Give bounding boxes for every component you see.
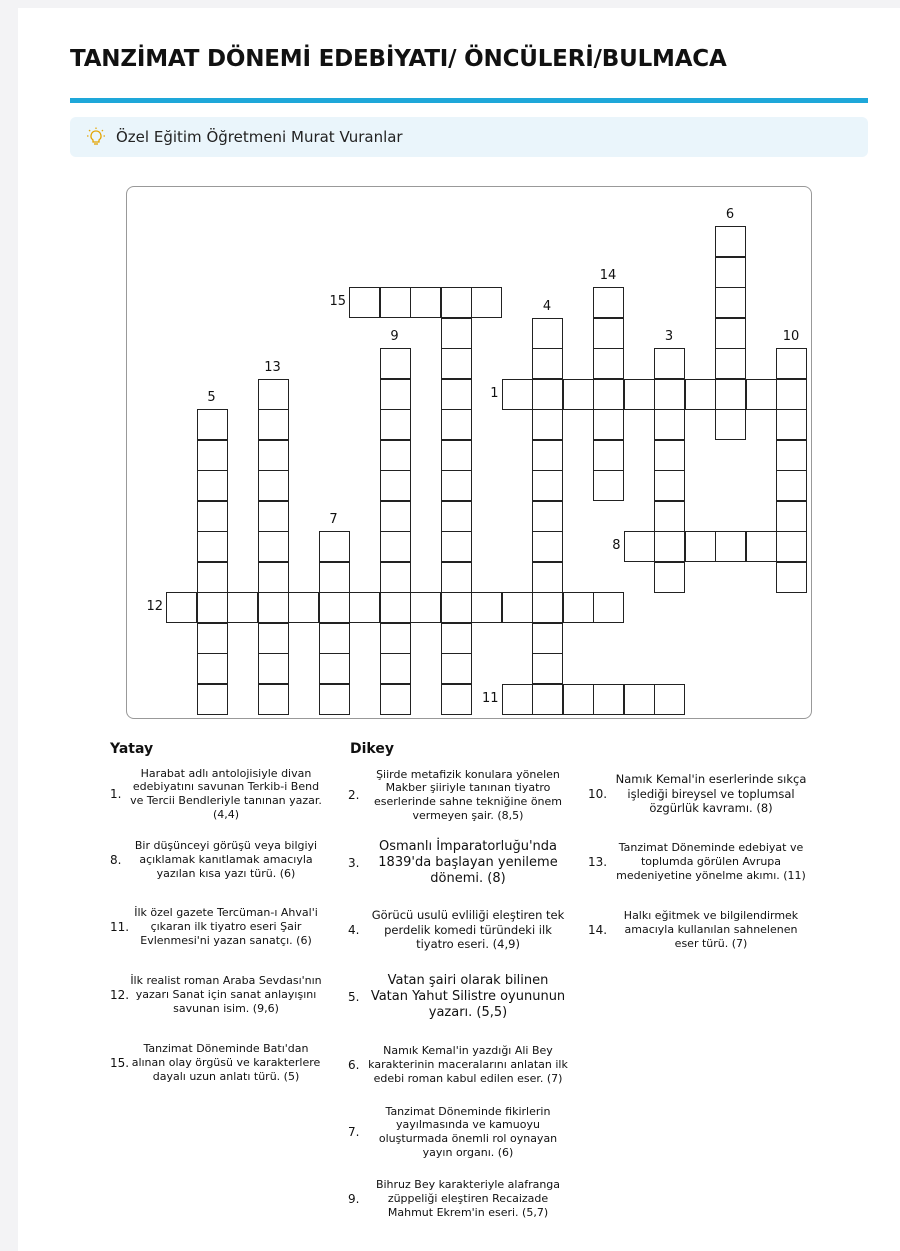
- grid-cell[interactable]: [532, 653, 563, 684]
- clue-down-7: [348, 1100, 568, 1164]
- clue-text: Tanzimat Döneminde Batı'dan alınan olay örgüsü ve karakterlere dayalı uzun anlatı türü. (5): [131, 1042, 321, 1083]
- grid-cell[interactable]: [502, 592, 533, 623]
- grid-cell[interactable]: [654, 684, 685, 715]
- clue-text: İlk özel gazete Tercüman-ı Ahval'i çıkaran ilk tiyatro eseri Şair Evlenmesi'ni yazan sanatçı. (6): [134, 906, 318, 947]
- grid-cell[interactable]: [349, 287, 380, 318]
- clue-number-label: 9: [390, 329, 399, 344]
- grid-cell[interactable]: [258, 592, 289, 623]
- grid-cell[interactable]: [715, 348, 746, 379]
- clue-number-label: 12: [146, 599, 163, 614]
- grid-cell[interactable]: [410, 287, 441, 318]
- grid-cell[interactable]: [441, 653, 472, 684]
- grid-cell[interactable]: [593, 379, 624, 410]
- grid-cell[interactable]: [715, 226, 746, 257]
- clue-text: İlk realist roman Araba Sevdası'nın yazarı Sanat için sanat anlayışını savunan isim. (9,6): [130, 974, 322, 1015]
- clue-number-label: 14: [599, 268, 617, 283]
- grid-cell[interactable]: [532, 318, 563, 349]
- grid-cell[interactable]: [258, 653, 289, 684]
- clue-number: 7.: [348, 1125, 360, 1139]
- grid-cell[interactable]: [776, 501, 807, 532]
- clue-number: 15.: [110, 1056, 130, 1070]
- grid-cell[interactable]: [166, 592, 197, 623]
- crossword-grid: [126, 186, 812, 719]
- clue-number-label: 11: [481, 690, 499, 706]
- clue-number: 12.: [110, 988, 130, 1002]
- clue-number: 1.: [110, 787, 122, 801]
- grid-cell[interactable]: [197, 440, 228, 471]
- clue-down-14: [588, 902, 810, 958]
- grid-cell[interactable]: [624, 531, 655, 562]
- grid-cell[interactable]: [715, 318, 746, 349]
- grid-cell[interactable]: [593, 470, 624, 501]
- clue-number-label: 1: [490, 385, 499, 401]
- grid-cell[interactable]: [441, 623, 472, 654]
- grid-cell[interactable]: [502, 379, 533, 410]
- grid-cell[interactable]: [258, 440, 289, 471]
- grid-cell[interactable]: [654, 562, 685, 593]
- grid-cell[interactable]: [532, 562, 563, 593]
- page-title: TANZİMAT DÖNEMİ EDEBİYATI/ ÖNCÜLERİ/BULMACA: [70, 46, 727, 72]
- clue-number-label: 10: [782, 329, 800, 344]
- clue-down-6: [348, 1034, 568, 1096]
- clue-across-12: [110, 964, 322, 1026]
- grid-cell[interactable]: [319, 653, 350, 684]
- grid-cell[interactable]: [624, 379, 655, 410]
- grid-cell[interactable]: [532, 440, 563, 471]
- grid-cell[interactable]: [532, 379, 563, 410]
- grid-cell[interactable]: [654, 501, 685, 532]
- grid-cell[interactable]: [227, 592, 258, 623]
- grid-cell[interactable]: [258, 501, 289, 532]
- clue-text: Vatan şairi olarak bilinen Vatan Yahut Silistre oyununun yazarı. (5,5): [370, 972, 566, 1021]
- grid-cell[interactable]: [441, 592, 472, 623]
- clue-text: Osmanlı İmparatorluğu'nda 1839'da başlayan yenileme dönemi. (8): [378, 838, 558, 887]
- grid-cell[interactable]: [532, 531, 563, 562]
- grid-cell[interactable]: [776, 409, 807, 440]
- clue-text: Tanzimat Döneminde fikirlerin yayılmasında ve kamuoyu oluşturmada önemli rol oynayan yayın organı. (6): [378, 1104, 558, 1159]
- grid-cell[interactable]: [319, 592, 350, 623]
- grid-cell[interactable]: [258, 379, 289, 410]
- grid-cell[interactable]: [715, 409, 746, 440]
- clue-text: Bir düşünceyi görüşü veya bilgiyi açıklamak kanıtlamak amacıyla yazılan kısa yazı türü. (6): [134, 839, 318, 880]
- clue-number: 8.: [110, 853, 122, 867]
- clue-text: Halkı eğitmek ve bilgilendirmek amacıyla kullanılan sahnelenen eser türü. (7): [623, 909, 799, 950]
- grid-cell[interactable]: [685, 531, 716, 562]
- grid-cell[interactable]: [197, 501, 228, 532]
- grid-cell[interactable]: [258, 562, 289, 593]
- grid-cell[interactable]: [380, 501, 411, 532]
- grid-cell[interactable]: [319, 684, 350, 715]
- teacher-name: Özel Eğitim Öğretmeni Murat Vuranlar: [116, 128, 403, 146]
- grid-cell[interactable]: [258, 623, 289, 654]
- grid-cell[interactable]: [471, 287, 502, 318]
- clue-number: 9.: [348, 1192, 360, 1206]
- grid-cell[interactable]: [532, 501, 563, 532]
- clue-down-3: [348, 832, 568, 894]
- grid-cell[interactable]: [746, 531, 777, 562]
- grid-cell[interactable]: [532, 623, 563, 654]
- grid-cell[interactable]: [258, 684, 289, 715]
- clue-text: Görücü usulü evliliği eleştiren tek perdelik komedi türündeki ilk tiyatro eseri. (4,9): [371, 908, 565, 952]
- grid-cell[interactable]: [288, 592, 319, 623]
- grid-cell[interactable]: [532, 592, 563, 623]
- grid-cell[interactable]: [197, 470, 228, 501]
- clue-number-label: 15: [329, 294, 346, 309]
- grid-cell[interactable]: [380, 684, 411, 715]
- grid-cell[interactable]: [776, 531, 807, 562]
- grid-cell[interactable]: [654, 470, 685, 501]
- grid-cell[interactable]: [593, 684, 624, 715]
- clue-down-10: [588, 768, 810, 820]
- clue-text: Bihruz Bey karakteriyle alafranga züppeliği eleştiren Recaizade Mahmut Ekrem'in eseri. (5,7): [375, 1178, 561, 1219]
- clue-number-label: 3: [664, 329, 674, 344]
- grid-cell[interactable]: [776, 348, 807, 379]
- grid-cell[interactable]: [471, 592, 502, 623]
- title-underline: [70, 98, 868, 103]
- grid-cell[interactable]: [197, 653, 228, 684]
- grid-cell[interactable]: [380, 348, 411, 379]
- worksheet-page: [18, 8, 900, 1251]
- grid-cell[interactable]: [776, 379, 807, 410]
- grid-cell[interactable]: [776, 470, 807, 501]
- grid-cell[interactable]: [746, 379, 777, 410]
- clue-across-11: [110, 896, 322, 958]
- grid-cell[interactable]: [380, 287, 411, 318]
- grid-cell[interactable]: [532, 470, 563, 501]
- grid-cell[interactable]: [776, 562, 807, 593]
- grid-cell[interactable]: [410, 592, 441, 623]
- grid-cell[interactable]: [563, 684, 594, 715]
- grid-cell[interactable]: [502, 684, 533, 715]
- grid-cell[interactable]: [197, 531, 228, 562]
- grid-cell[interactable]: [380, 409, 411, 440]
- clue-down-9: [348, 1170, 568, 1228]
- clue-number-label: 5: [207, 390, 216, 405]
- grid-cell[interactable]: [654, 409, 685, 440]
- clue-number: 3.: [348, 856, 360, 870]
- lightbulb-icon: [86, 127, 106, 147]
- grid-cell[interactable]: [563, 379, 594, 410]
- grid-cell[interactable]: [715, 379, 746, 410]
- grid-cell[interactable]: [593, 348, 624, 379]
- grid-cell[interactable]: [441, 348, 472, 379]
- grid-cell[interactable]: [197, 409, 228, 440]
- grid-cell[interactable]: [715, 531, 746, 562]
- clue-text: Namık Kemal'in eserlerinde sıkça işlediği bireysel ve toplumsal özgürlük kavramı. (8): [615, 772, 807, 816]
- grid-cell[interactable]: [319, 623, 350, 654]
- grid-cell[interactable]: [532, 409, 563, 440]
- clue-number: 11.: [110, 920, 130, 934]
- grid-cell[interactable]: [380, 562, 411, 593]
- grid-cell[interactable]: [319, 562, 350, 593]
- grid-cell[interactable]: [197, 623, 228, 654]
- grid-cell[interactable]: [197, 592, 228, 623]
- clue-down-2: [348, 764, 568, 826]
- grid-cell[interactable]: [380, 379, 411, 410]
- clue-number: 2.: [348, 788, 360, 802]
- clue-number: 13.: [588, 855, 608, 869]
- clue-text: Harabat adlı antolojisiyle divan edebiyatını savunan Terkib-i Bend ve Tercii Bendleriyle tanınan yazar. (4,4): [130, 766, 322, 821]
- grid-cell[interactable]: [715, 287, 746, 318]
- clue-number: 14.: [588, 923, 608, 937]
- grid-cell[interactable]: [258, 409, 289, 440]
- grid-cell[interactable]: [593, 287, 624, 318]
- across-heading: Yatay: [110, 741, 154, 757]
- clue-number: 5.: [348, 990, 360, 1004]
- grid-cell[interactable]: [441, 562, 472, 593]
- clue-number-label: 6: [725, 207, 735, 222]
- grid-cell[interactable]: [258, 470, 289, 501]
- grid-cell[interactable]: [197, 684, 228, 715]
- grid-cell[interactable]: [441, 531, 472, 562]
- grid-cell[interactable]: [654, 440, 685, 471]
- down-heading: Dikey: [350, 741, 394, 757]
- grid-cell[interactable]: [776, 440, 807, 471]
- grid-cell[interactable]: [441, 684, 472, 715]
- grid-cell[interactable]: [441, 318, 472, 349]
- clue-number-label: 13: [264, 359, 281, 375]
- grid-cell[interactable]: [441, 501, 472, 532]
- clue-down-5: [348, 966, 568, 1028]
- teacher-note: [70, 117, 868, 157]
- grid-cell[interactable]: [258, 531, 289, 562]
- grid-cell[interactable]: [319, 531, 350, 562]
- grid-cell[interactable]: [441, 440, 472, 471]
- clue-across-8: [110, 830, 322, 890]
- clue-number-label: 8: [612, 538, 621, 553]
- grid-cell[interactable]: [593, 318, 624, 349]
- clue-across-15: [110, 1032, 322, 1094]
- clue-down-13: [588, 834, 810, 890]
- grid-cell[interactable]: [380, 653, 411, 684]
- grid-cell[interactable]: [441, 287, 472, 318]
- clue-across-1: [110, 764, 322, 824]
- grid-cell[interactable]: [593, 592, 624, 623]
- grid-cell[interactable]: [532, 684, 563, 715]
- grid-cell[interactable]: [715, 257, 746, 288]
- clue-number: 10.: [588, 787, 608, 801]
- grid-cell[interactable]: [593, 440, 624, 471]
- grid-cell[interactable]: [441, 409, 472, 440]
- grid-cell[interactable]: [624, 684, 655, 715]
- grid-cell[interactable]: [654, 348, 685, 379]
- clue-number-label: 7: [329, 512, 338, 527]
- grid-cell[interactable]: [654, 379, 685, 410]
- grid-cell[interactable]: [380, 592, 411, 623]
- clue-number: 6.: [348, 1058, 360, 1072]
- clue-text: Tanzimat Döneminde edebiyat ve toplumda görülen Avrupa medeniyetine yönelme akımı. (11): [616, 841, 806, 882]
- grid-cell[interactable]: [380, 470, 411, 501]
- grid-cell[interactable]: [654, 531, 685, 562]
- grid-cell[interactable]: [197, 562, 228, 593]
- grid-cell[interactable]: [441, 379, 472, 410]
- clue-number-label: 4: [542, 298, 552, 314]
- grid-cell[interactable]: [563, 592, 594, 623]
- clue-down-4: [348, 902, 568, 958]
- grid-cell[interactable]: [380, 531, 411, 562]
- clue-text: Namık Kemal'in yazdığı Ali Bey karakterinin maceralarını anlatan ilk edebi roman kabul edilen eser. (7): [368, 1044, 568, 1085]
- clue-text: Şiirde metafizik konulara yönelen Makber şiiriyle tanınan tiyatro eserlerinde sahne tekniğine önem vermeyen şair. (8,5): [373, 767, 563, 822]
- grid-cell[interactable]: [380, 623, 411, 654]
- grid-cell[interactable]: [349, 592, 380, 623]
- grid-cell[interactable]: [441, 470, 472, 501]
- grid-cell[interactable]: [380, 440, 411, 471]
- clue-number: 4.: [348, 923, 360, 937]
- grid-cell[interactable]: [685, 379, 716, 410]
- grid-cell[interactable]: [532, 348, 563, 379]
- grid-cell[interactable]: [593, 409, 624, 440]
